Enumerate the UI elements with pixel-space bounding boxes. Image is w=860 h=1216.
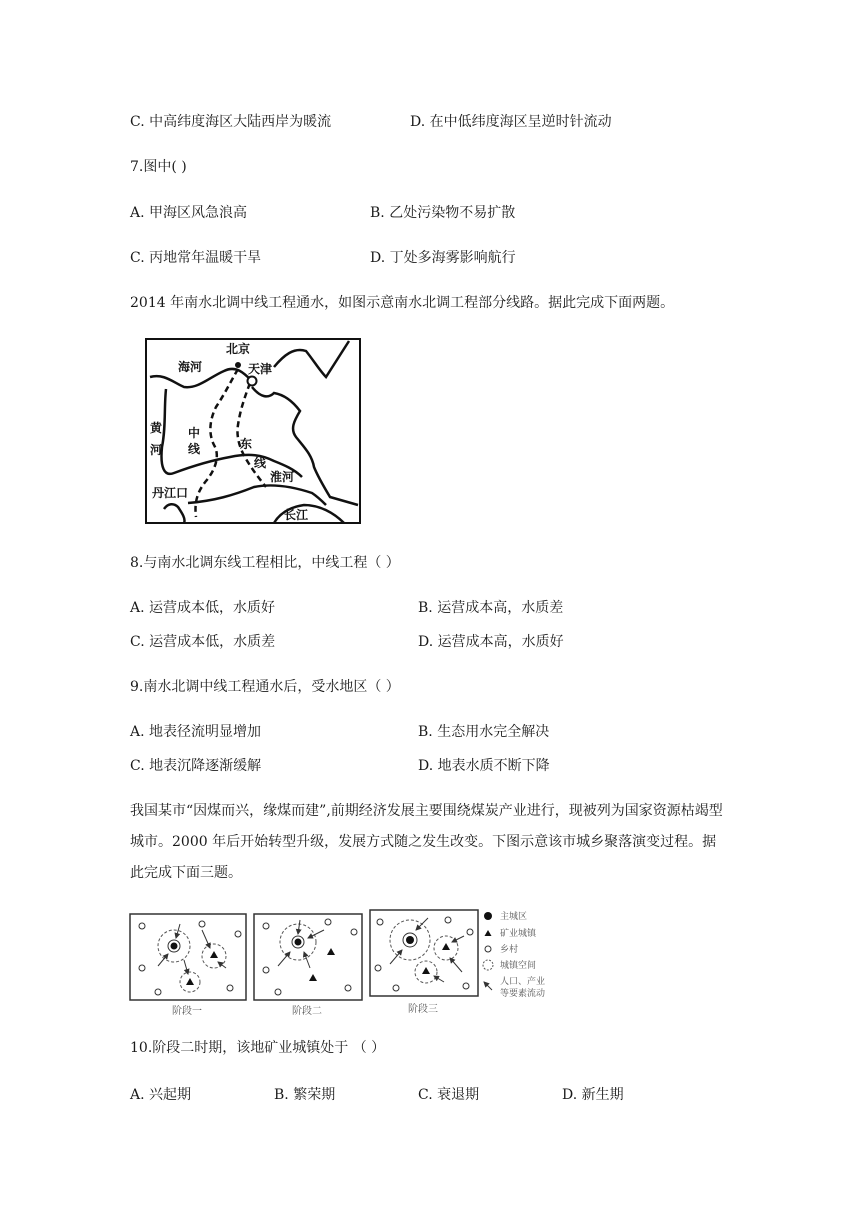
label-zhongxian-2: 线 bbox=[188, 442, 201, 456]
q8-option-d: D. 运营成本高，水质好 bbox=[418, 634, 564, 650]
q7-option-c: C. 丙地常年温暖干旱 bbox=[130, 250, 262, 266]
label-huaihe: 淮河 bbox=[270, 470, 295, 484]
q9-option-a: A. 地表径流明显增加 bbox=[130, 724, 262, 740]
stage-2-label: 阶段二 bbox=[292, 1006, 322, 1017]
label-danjiangkou: 丹江口 bbox=[152, 486, 189, 500]
q6-option-c: C. 中高纬度海区大陆西岸为暖流 bbox=[130, 114, 332, 130]
stage-2-panel bbox=[254, 914, 362, 1017]
stage-1-label: 阶段一 bbox=[172, 1006, 202, 1017]
q7-stem: 7.图中( ) bbox=[130, 159, 187, 175]
label-haihe: 海河 bbox=[178, 360, 203, 374]
q10-stem: 10.阶段二时期，该地矿业城镇处于 （ ） bbox=[130, 1040, 386, 1056]
q6-option-d: D. 在中低纬度海区呈逆时针流动 bbox=[410, 114, 612, 130]
q10-option-a: A. 兴起期 bbox=[130, 1087, 192, 1103]
q9-option-b: B. 生态用水完全解决 bbox=[418, 724, 550, 740]
q8-option-b: B. 运营成本高，水质差 bbox=[418, 600, 564, 616]
settlement-evolution-figure bbox=[128, 908, 558, 1018]
label-dongxian-2: 线 bbox=[254, 456, 267, 470]
q8-option-c: C. 运营成本低，水质差 bbox=[130, 634, 276, 650]
passage-coal-city: 我国某市“因煤而兴，缘煤而建”,前期经济发展主要围绕煤炭产业进行，现被列为国家资源枯竭型城市。2000 年后开始转型升级，发展方式随之发生改变。下图示意该市城乡聚落演变过程。据此完成下面三题。 bbox=[130, 803, 723, 881]
legend-town-space: 城镇空间 bbox=[500, 961, 537, 971]
label-beijing: 北京 bbox=[226, 342, 251, 356]
legend-flow-1: 人口、产业 bbox=[500, 977, 546, 987]
q9-stem: 9.南水北调中线工程通水后，受水地区（ ） bbox=[130, 679, 400, 695]
legend-flow-2: 等要素流动 bbox=[500, 989, 546, 999]
q9-option-d: D. 地表水质不断下降 bbox=[418, 758, 550, 774]
q7-option-a: A. 甲海区风急浪高 bbox=[130, 205, 248, 221]
passage-south-north-water: 2014 年南水北调中线工程通水，如图示意南水北调工程部分线路。据此完成下面两题。 bbox=[130, 295, 675, 311]
label-huanghe-2: 河 bbox=[150, 443, 163, 457]
q8-stem: 8.与南水北调东线工程相比，中线工程（ ） bbox=[130, 555, 400, 571]
stage-3-label: 阶段三 bbox=[408, 1004, 438, 1015]
q8-option-a: A. 运营成本低，水质好 bbox=[130, 600, 276, 616]
label-changjiang: 长江 bbox=[284, 508, 309, 522]
label-zhongxian-1: 中 bbox=[188, 426, 201, 440]
q10-option-c: C. 衰退期 bbox=[418, 1087, 480, 1103]
legend bbox=[483, 910, 545, 999]
legend-mining-town: 矿业城镇 bbox=[500, 929, 537, 939]
stage-3-panel bbox=[370, 910, 478, 1015]
q7-option-d: D. 丁处多海雾影响航行 bbox=[370, 250, 516, 266]
q7-option-b: B. 乙处污染物不易扩散 bbox=[370, 205, 516, 221]
q10-option-b: B. 繁荣期 bbox=[274, 1087, 336, 1103]
legend-village: 乡村 bbox=[500, 945, 519, 955]
label-tianjin: 天津 bbox=[248, 362, 273, 376]
legend-main-city: 主城区 bbox=[500, 912, 528, 922]
tianjin-marker bbox=[248, 377, 257, 386]
beijing-marker bbox=[235, 362, 241, 368]
stage-1-panel bbox=[130, 914, 246, 1017]
label-huanghe-1: 黄 bbox=[150, 421, 163, 435]
label-dongxian-1: 东 bbox=[240, 437, 253, 451]
q9-option-c: C. 地表沉降逐渐缓解 bbox=[130, 758, 262, 774]
water-diversion-map bbox=[144, 337, 364, 527]
q10-option-d: D. 新生期 bbox=[562, 1087, 624, 1103]
